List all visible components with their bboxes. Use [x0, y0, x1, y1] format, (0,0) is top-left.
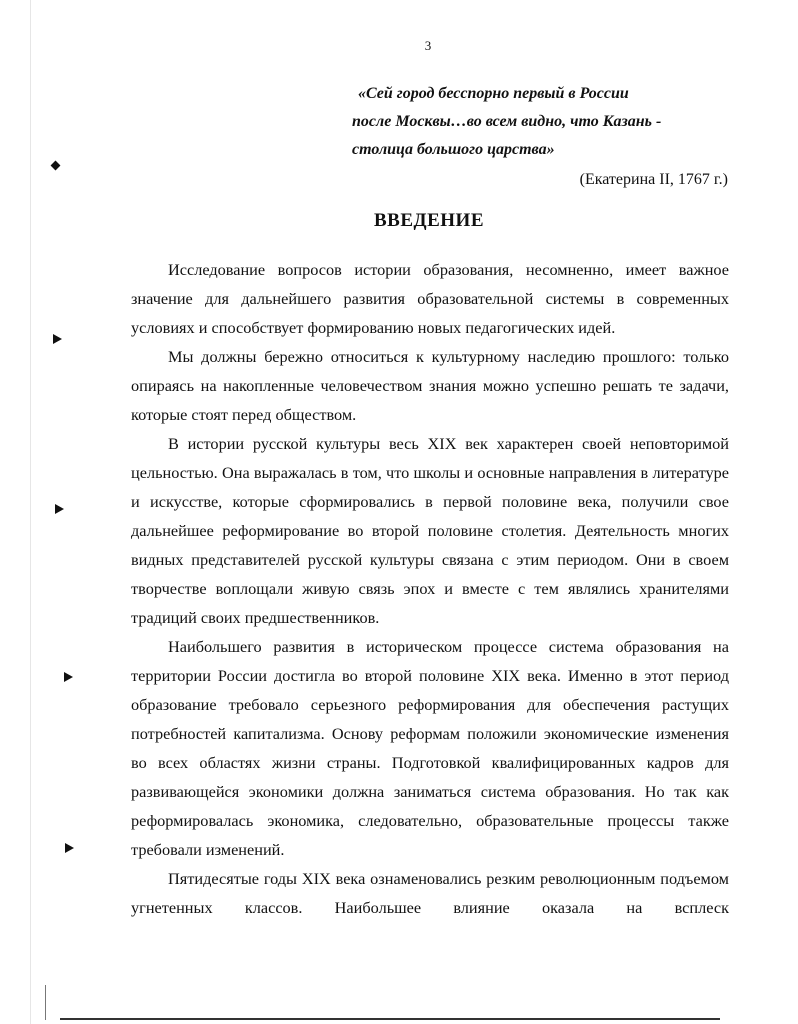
- page-number: 3: [424, 38, 432, 53]
- binding-hole-mark: [65, 843, 74, 853]
- paragraph: Наибольшего развития в историческом процессе система образования на территории России достигла во второй половине XIX века. Именно в этот период образование требовало серьезного реформирования для обеспечения растущих потребностей капитализма. Основу реформам положили экономические изменения во всех областях жизни страны. Подготовкой квалифицированных кадров для развивающейся экономики должна заниматься система образования. Но так как реформировалась экономика, следовательно, образовательные процессы также требовали изменений.: [131, 637, 729, 859]
- paragraph: Пятидесятые годы XIX века ознаменовались резким революционным подъемом угнетенных классов. Наибольшее влияние оказала на всплеск: [131, 869, 729, 917]
- scan-artifact-line: [60, 1018, 720, 1020]
- epigraph-line: «Сей город бесспорно первый в России: [358, 85, 629, 102]
- paragraph: В истории русской культуры весь XIX век характерен своей неповторимой цельностью. Она выражалась в том, что школы и основные направления в литературе и искусстве, которые сформировались в первой половине века, получили свое дальнейшее реформирование во второй половине столетия. Деятельность многих видных представителей русской культуры связана с этим периодом. Они в своем творчестве воплощали живую связь эпох и вместе с тем являлись хранителями традиций своих предшественников.: [131, 434, 729, 627]
- body-text: [131, 255, 729, 922]
- epigraph-line: после Москвы…во всем видно, что Казань -: [352, 113, 662, 130]
- paragraph: Мы должны бережно относиться к культурному наследию прошлого: только опираясь на накопленные человечеством знания можно успешно решать те задачи, которые стоят перед обществом.: [131, 347, 729, 424]
- section-heading: ВВЕДЕНИЕ: [374, 210, 484, 231]
- epigraph-line: столица большого царства»: [352, 141, 555, 158]
- epigraph-attribution: (Екатерина II, 1767 г.): [579, 171, 728, 188]
- binding-hole-mark: [64, 672, 73, 682]
- epigraph: [352, 80, 732, 164]
- binding-hole-mark: [55, 504, 64, 514]
- scan-artifact-line: [45, 985, 46, 1020]
- binding-hole-mark: [51, 161, 61, 171]
- binding-hole-mark: [53, 334, 62, 344]
- paragraph: Исследование вопросов истории образования, несомненно, имеет важное значение для дальнейшего развития образовательной системы в современных условиях и способствует формированию новых педагогических идей.: [131, 260, 729, 337]
- scan-edge-shadow: [30, 0, 31, 1024]
